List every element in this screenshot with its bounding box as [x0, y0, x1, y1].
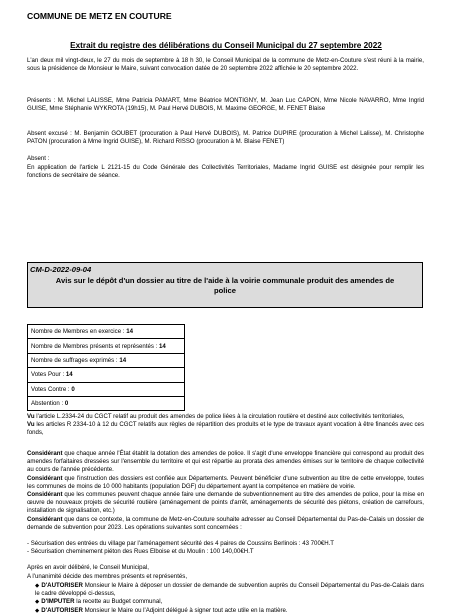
- vu-lead: Vu: [27, 421, 35, 429]
- table-row: [28, 396, 185, 410]
- absents-excuses-paragraph: Absent excusé : M. Benjamin GOUBET (procuration à Paul Hervé DUBOIS), M. Patrice DUPIRE (procuration à Michel Lalisse), M. Christophe PATON (procuration à Mme Ingrid GUISE), M. Richard RISSO (procuration à M. Blaise FENET): [27, 130, 424, 146]
- vote-label: Votes Contre: [31, 385, 67, 393]
- considerant-lead: Considérant: [27, 491, 63, 499]
- considerants-paragraph: [27, 450, 424, 532]
- considerant-item: [27, 516, 424, 532]
- diamond-bullet-icon: ◆: [35, 599, 40, 606]
- vu-item: [27, 421, 424, 437]
- considerant-lead: Considérant: [27, 515, 63, 523]
- decision-lead: D'IMPUTER: [41, 598, 75, 606]
- table-row: [28, 382, 185, 396]
- vote-value: 14: [65, 371, 73, 379]
- decision-text: Monsieur le Maire à déposer un dossier de demande de subvention auprès du Conseil Départemental du Pas-de-Calais dans le cadre développé ci-dessus,: [35, 582, 424, 598]
- considerant-text: que les communes peuvent chaque année faire une demande de subventionnement au titre des amendes de police, pour la mise en œuvre de nouveaux projets de sécurité routière (aménagement de points d'arrêt, aménagements de sécurité des piétons, création de carrefours, installation de signalisation, etc.): [27, 491, 424, 515]
- table-row: [28, 368, 185, 382]
- vote-cell: Nombre de Membres en exercice : 14: [28, 325, 185, 339]
- considerant-lead: Considérant: [27, 450, 63, 457]
- table-row: [28, 339, 185, 353]
- vote-label: Votes Pour: [31, 371, 61, 379]
- vu-text: les articles R 2334-10 à 12 du CGCT relatifs aux règles de répartition des produits et le type de travaux ayant vocation à être financés avec ces fonds,: [27, 421, 424, 437]
- vote-value: 0: [64, 400, 69, 408]
- decision-lead: D'AUTORISER: [41, 582, 83, 589]
- operation-item: - Sécurisation cheminement piéton des Rues Elboise et du Moulin : 100 140,00€H.T: [27, 548, 254, 556]
- vote-cell: Abstention : 0: [28, 396, 185, 410]
- presents-paragraph: Présents : M. Michel LALISSE, Mme Patricia PAMART, Mme Béatrice MONTIGNY, M. Jean Luc CAPON, Mme Nicole NAVARRO, Mme Ingrid GUISE, Mme Stéphanie WYKROTA (19h15), M. Paul Hervé DUBOIS, M. Maxime GEORGE, M. FENET Blaise: [27, 97, 424, 113]
- table-row: [28, 325, 185, 339]
- vote-cell: Votes Pour : 14: [28, 368, 185, 382]
- vu-paragraph: [27, 413, 424, 438]
- decisions-list: [35, 582, 424, 615]
- unanimity-line: A l'unanimité décide des membres présents et représentés,: [27, 573, 188, 580]
- vote-value: 0: [71, 385, 75, 393]
- extract-title: Extrait du registre des délibérations du Conseil Municipal du 27 septembre 2022: [70, 41, 382, 50]
- considerant-item: [27, 475, 424, 491]
- vote-cell: Nombre de suffrages exprimés : 14: [28, 353, 185, 367]
- table-row: [28, 353, 185, 367]
- decision-text: Monsieur le Maire ou l'Adjoint délégué à signer tout acte utile en la matière.: [84, 606, 288, 614]
- after-deliberation: Après en avoir délibéré, le Conseil Municipal,: [27, 564, 149, 571]
- vote-value: 14: [126, 328, 133, 336]
- absent-paragraph: Absent :: [27, 155, 50, 162]
- vote-value: 14: [119, 356, 127, 364]
- intro-paragraph: [27, 57, 424, 73]
- vu-item: [27, 413, 424, 421]
- vote-cell: Votes Contre : 0: [28, 382, 185, 396]
- considerant-text: que chaque année l'État établit la dotation des amendes de police. Il s'agit d'une enveloppe financière qui correspond au produit des amendes forfaitaires dressées sur l'ensemble du territoire et qui est répartie au prorata des amendes émises sur le territoire de chaque collectivité au cours de l'année précédente.: [27, 450, 425, 474]
- considerant-lead: Considérant: [27, 474, 63, 482]
- vote-label: Nombre de suffrages exprimés: [31, 356, 115, 364]
- considerant-text: que dans ce contexte, la commune de Metz-en-Couture souhaite adresser au Conseil Départemental du Pas-de-Calais un dossier de demande de subvention pour 2023. Les opérations suivantes sont concernées :: [27, 515, 424, 531]
- considerant-item: [27, 450, 424, 475]
- operation-item: - Sécurisation des entrées du village par l'aménagement sécurité des 4 paires de Coussins Berlinois : 43 700€H.T: [27, 540, 335, 547]
- decision-item: [35, 607, 424, 615]
- vote-label: Abstention: [31, 400, 60, 408]
- decision-item: [35, 582, 424, 598]
- diamond-bullet-icon: ◆: [35, 607, 40, 614]
- considerant-item: [27, 491, 424, 516]
- secretaire-paragraph: En application de l'article L 2121-15 du Code Générale des Collectivités Territoriales, Madame Ingrid GUISE est désignée pour remplir les fonctions de secrétaire de séance.: [27, 164, 424, 180]
- deliberation-reference: CM-D-2022-09-04: [30, 265, 92, 274]
- vote-value: 14: [159, 342, 166, 350]
- vote-cell: Nombre de Membres présents et représentés : 14: [28, 339, 185, 353]
- commune-name: COMMUNE DE METZ EN COUTURE: [27, 11, 172, 21]
- considerant-text: que l'instruction des dossiers est confiée aux Départements. Peuvent bénéficier d'une subvention au titre de cette enveloppe, toutes les communes de moins de 10 000 habitants (population DGF) du département ayant la compétence en matière de voirie.: [27, 474, 424, 490]
- vu-text: l'article L.2334-24 du CGCT relatif au produit des amendes de police liées à la circulation routière et destiné aux collectivités territoriales,: [36, 413, 405, 420]
- vote-table: [27, 324, 185, 411]
- vote-label: Nombre de Membres présents et représentés: [31, 342, 154, 350]
- vote-label: Nombre de Membres en exercice: [31, 328, 122, 336]
- decision-text: la recette au Budget communal,: [76, 598, 163, 606]
- diamond-bullet-icon: ◆: [35, 583, 40, 589]
- deliberation-box: [27, 262, 423, 308]
- decision-lead: D'AUTORISER: [41, 606, 83, 614]
- vu-lead: Vu: [27, 413, 35, 420]
- deliberation-subject: Avis sur le dépôt d'un dossier au titre de l'aide à la voirie communale produit des amendes de police: [55, 276, 395, 295]
- intro-text: L'an deux mil vingt-deux, le 27 du mois de septembre à 18 h 30, le Conseil Municipal de la commune de Metz-en-Couture s'est réuni à la mairie, sous la présidence de Monsieur le Maire, suivant convocation datée de 20 septembre 2022 affichée le 20 septembre 2022.: [27, 57, 424, 73]
- operations-list: [27, 540, 424, 556]
